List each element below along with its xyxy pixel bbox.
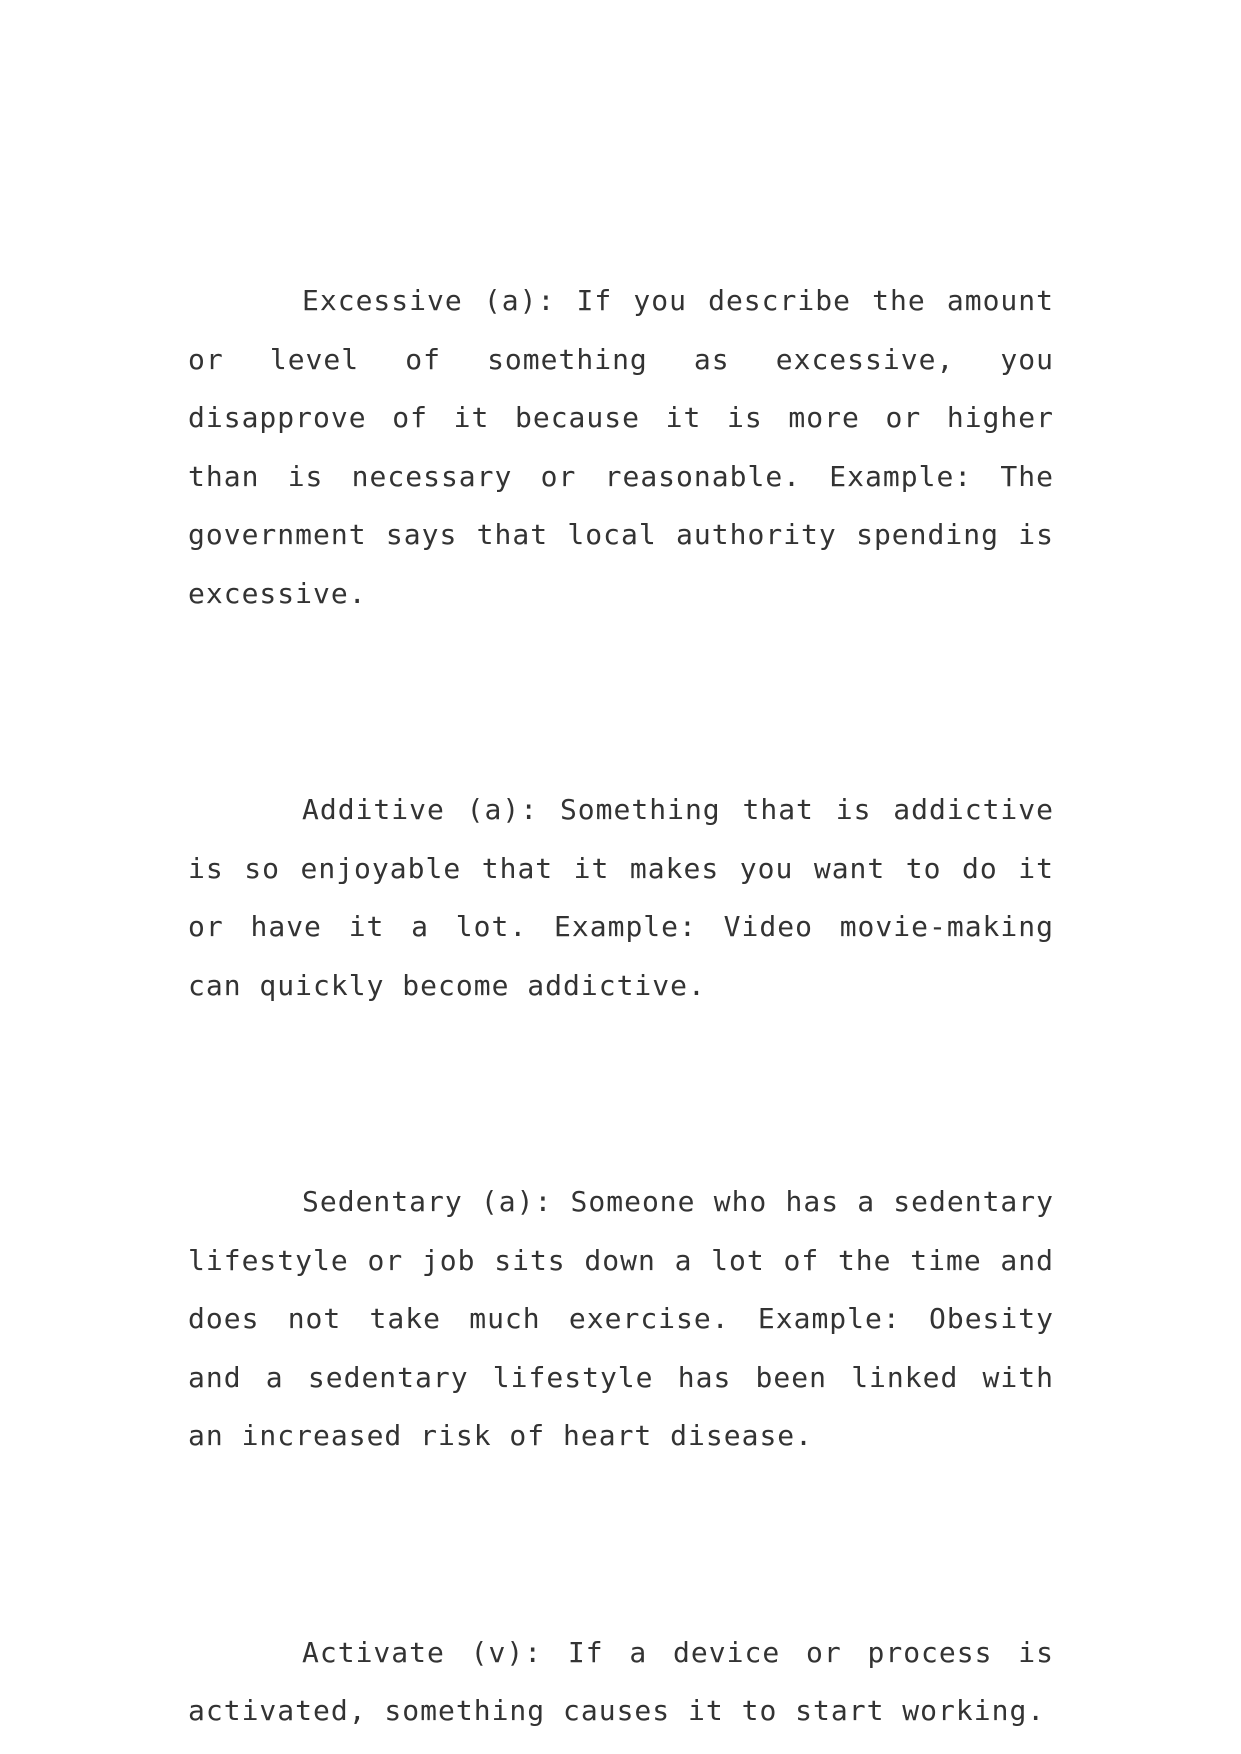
vocabulary-entry-additive: Additive (a): Something that is addictive is so enjoyable that it makes you want to do it or have it a lot. Example: Video movie-making can quickly become addictive. [188, 793, 1054, 1002]
document-body [188, 272, 1054, 1741]
vocabulary-entry-excessive: Excessive (a): If you describe the amount or level of something as excessive, you disapprove of it because it is more or higher than is necessary or reasonable. Example: The government says that local authority spending is excessive. [188, 284, 1054, 610]
vocabulary-entry-sedentary: Sedentary (a): Someone who has a sedentary lifestyle or job sits down a lot of the time and does not take much exercise. Example: Obesity and a sedentary lifestyle has been linked with an increased risk of heart disease. [188, 1185, 1054, 1452]
vocabulary-entry-activate: Activate (v): If a device or process is activated, something causes it to start working. [188, 1635, 1054, 1727]
